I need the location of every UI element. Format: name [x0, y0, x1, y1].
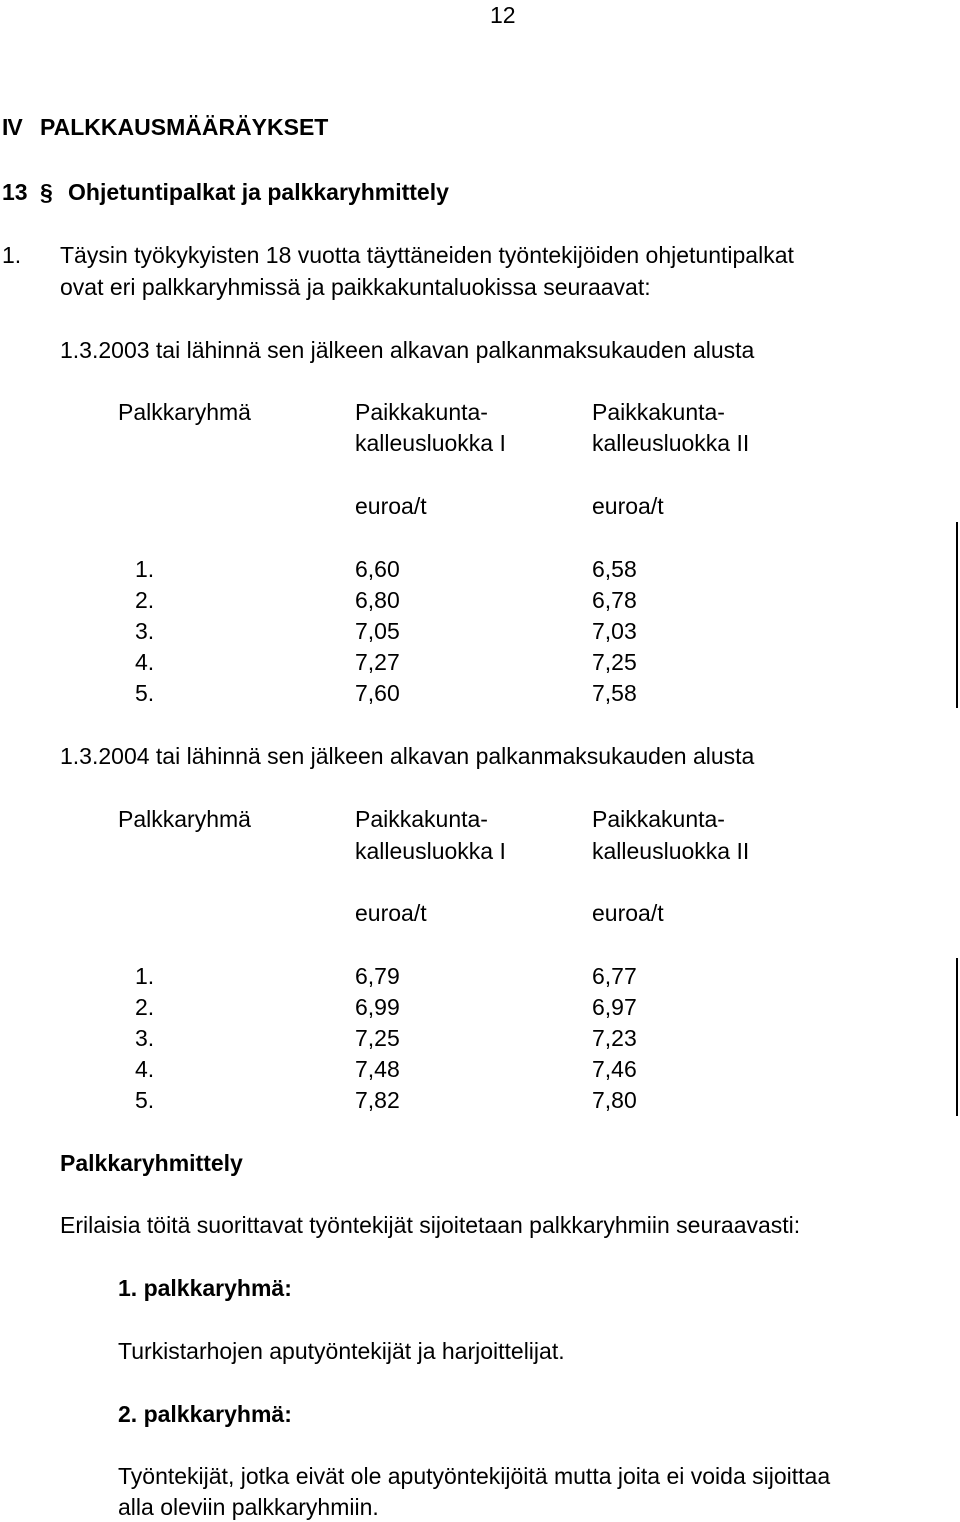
- item-number: 1.: [2, 242, 22, 268]
- item-text-line1: Täysin työkykyisten 18 vuotta täyttäneiden työntekijöiden ohjetuntipalkat: [60, 242, 794, 268]
- class1-wage-cell: 6,80: [355, 587, 400, 613]
- group2-title: 2. palkkaryhmä:: [118, 1401, 292, 1427]
- column-header-class1-line2: kalleusluokka I: [355, 430, 506, 456]
- wage-group-cell: 1.: [135, 556, 155, 582]
- class1-wage-cell: 7,48: [355, 1056, 400, 1082]
- class2-wage-cell: 6,97: [592, 994, 637, 1020]
- class1-wage-cell: 7,60: [355, 680, 400, 706]
- wage-group-cell: 5.: [135, 1087, 155, 1113]
- wage-group-cell: 2.: [135, 587, 155, 613]
- class1-wage-cell: 7,27: [355, 649, 400, 675]
- class2-wage-cell: 7,58: [592, 680, 637, 706]
- column-header-class1-line1: Paikkakunta-: [355, 806, 488, 832]
- item-text-line2: ovat eri palkkaryhmissä ja paikkakuntaluokissa seuraavat:: [60, 274, 651, 300]
- change-bar: [956, 522, 958, 708]
- class1-wage-cell: 7,25: [355, 1025, 400, 1051]
- column-header-class2-line2: kalleusluokka II: [592, 430, 750, 456]
- class2-wage-cell: 6,77: [592, 963, 637, 989]
- column-header-class1-line1: Paikkakunta-: [355, 399, 488, 425]
- group2-description-line1: Työntekijät, jotka eivät ole aputyöntekijöitä mutta joita ei voida sijoittaa: [118, 1463, 831, 1489]
- column-header-wage-group: Palkkaryhmä: [118, 399, 251, 425]
- class2-wage-cell: 7,25: [592, 649, 637, 675]
- class2-wage-cell: 7,80: [592, 1087, 637, 1113]
- section-title: Ohjetuntipalkat ja palkkaryhmittely: [68, 179, 449, 205]
- table-heading: 1.3.2003 tai lähinnä sen jälkeen alkavan palkanmaksukauden alusta: [60, 337, 755, 363]
- wage-group-cell: 1.: [135, 963, 155, 989]
- section-symbol: §: [40, 179, 53, 205]
- column-header-class2-line2: kalleusluokka II: [592, 838, 750, 864]
- wage-group-cell: 2.: [135, 994, 155, 1020]
- group2-description-line2: alla oleviin palkkaryhmiin.: [118, 1494, 379, 1520]
- class2-wage-cell: 6,58: [592, 556, 637, 582]
- column-header-wage-group: Palkkaryhmä: [118, 806, 251, 832]
- class1-wage-cell: 6,99: [355, 994, 400, 1020]
- unit-label-class1: euroa/t: [355, 493, 427, 519]
- table-heading: 1.3.2004 tai lähinnä sen jälkeen alkavan palkanmaksukauden alusta: [60, 743, 755, 769]
- wage-group-cell: 5.: [135, 680, 155, 706]
- section-number: 13: [2, 179, 28, 205]
- column-header-class2-line1: Paikkakunta-: [592, 806, 725, 832]
- paragraph-intro: Erilaisia töitä suorittavat työntekijät sijoitetaan palkkaryhmiin seuraavasti:: [60, 1212, 801, 1238]
- page-number: 12: [490, 2, 516, 28]
- class2-wage-cell: 7,46: [592, 1056, 637, 1082]
- wage-group-cell: 4.: [135, 1056, 155, 1082]
- class1-wage-cell: 7,05: [355, 618, 400, 644]
- column-header-class1-line2: kalleusluokka I: [355, 838, 506, 864]
- class2-wage-cell: 7,23: [592, 1025, 637, 1051]
- class1-wage-cell: 6,60: [355, 556, 400, 582]
- column-header-class2-line1: Paikkakunta-: [592, 399, 725, 425]
- group1-description: Turkistarhojen aputyöntekijät ja harjoittelijat.: [118, 1338, 565, 1364]
- unit-label-class2: euroa/t: [592, 900, 664, 926]
- class1-wage-cell: 7,82: [355, 1087, 400, 1113]
- subsection-heading: Palkkaryhmittely: [60, 1150, 243, 1176]
- unit-label-class1: euroa/t: [355, 900, 427, 926]
- chapter-numeral: IV: [2, 114, 22, 140]
- wage-group-cell: 3.: [135, 1025, 155, 1051]
- wage-group-cell: 3.: [135, 618, 155, 644]
- group1-title: 1. palkkaryhmä:: [118, 1275, 292, 1301]
- class2-wage-cell: 6,78: [592, 587, 637, 613]
- unit-label-class2: euroa/t: [592, 493, 664, 519]
- change-bar: [956, 958, 958, 1116]
- chapter-title: PALKKAUSMÄÄRÄYKSET: [40, 114, 329, 140]
- class1-wage-cell: 6,79: [355, 963, 400, 989]
- wage-group-cell: 4.: [135, 649, 155, 675]
- class2-wage-cell: 7,03: [592, 618, 637, 644]
